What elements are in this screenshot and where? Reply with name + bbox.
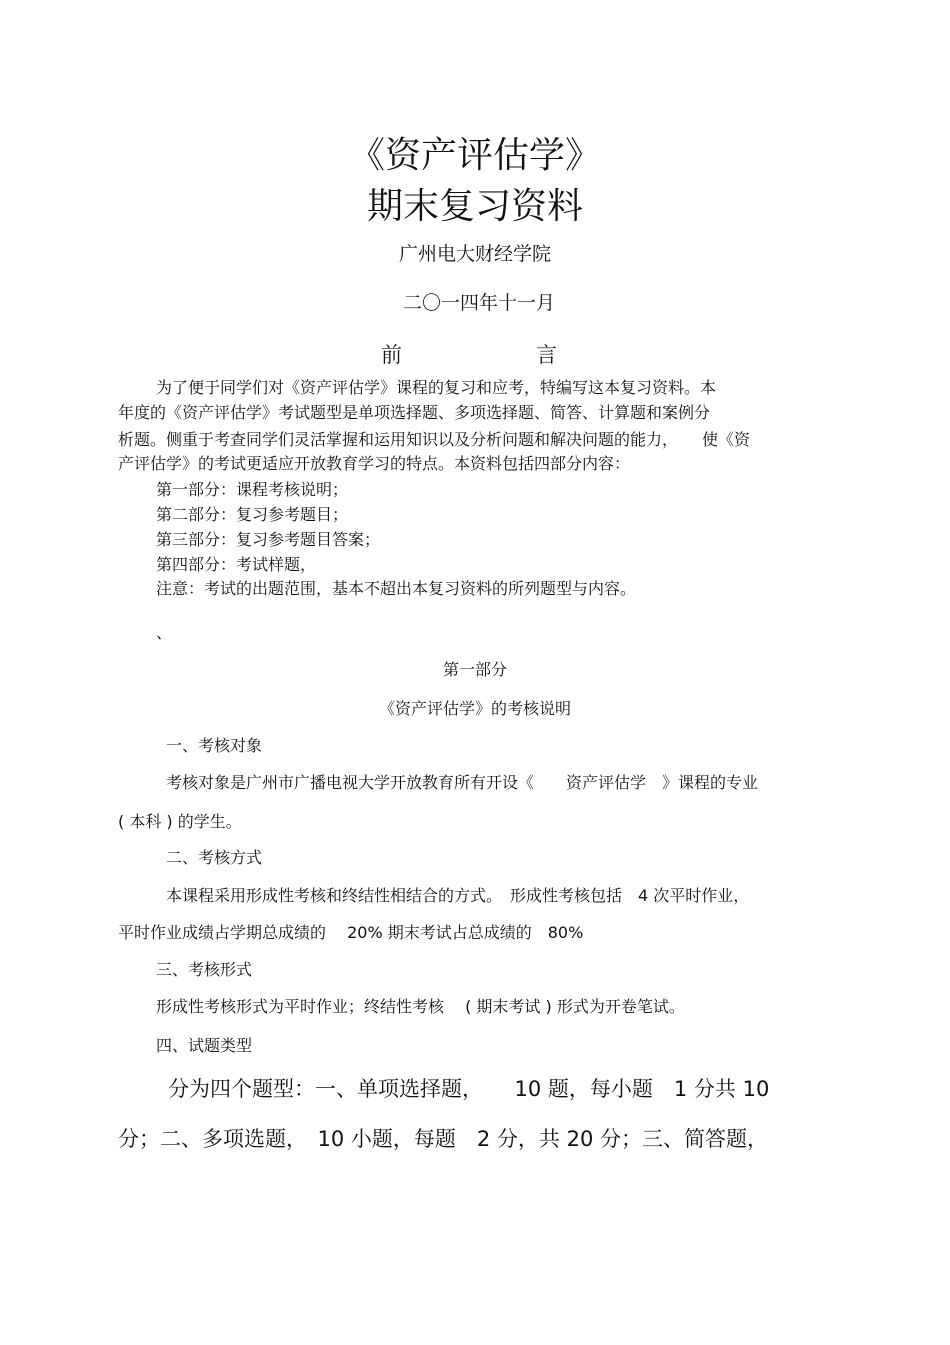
organization-name: 广州电大财经学院 xyxy=(398,243,551,265)
section-line: 分为四个题型：一、单项选择题， 10 题，每小题 1 分共 10 xyxy=(168,1077,770,1101)
section-line: 平时作业成绩占学期总成绩的 20% 期末考试占总成绩的 80% xyxy=(118,923,584,942)
preface-line: 年度的《资产评估学》考试题型是单项选择题、多项选择题、简答、计算题和案例分 xyxy=(118,403,711,422)
section-line: 本课程采用形成性考核和终结性相结合的方式。 形成性考核包括 4 次平时作业， xyxy=(166,886,750,905)
list-item: 第三部分：复习参考题目答案； xyxy=(156,530,381,549)
section-heading: 三、考核形式 xyxy=(156,960,253,979)
section-line: 考核对象是广州市广播电视大学开放教育所有开设《 资产评估学 》课程的专业 xyxy=(166,773,759,792)
list-item: 第二部分：复习参考题目； xyxy=(156,505,349,524)
preface-note: 注意：考试的出题范围，基本不超出本复习资料的所列题型与内容。 xyxy=(156,579,637,598)
preface-heading-char2: 言 xyxy=(536,343,557,367)
part1-label: 第一部分 xyxy=(442,660,507,679)
section-heading: 四、试题类型 xyxy=(156,1036,253,1055)
document-date: 二〇一四年十一月 xyxy=(403,292,556,314)
section-heading: 一、考核对象 xyxy=(166,736,263,755)
part1-subtitle: 《资产评估学》的考核说明 xyxy=(378,699,571,718)
section-heading: 二、考核方式 xyxy=(166,848,263,867)
section-line: 形成性考核形式为平时作业；终结性考核 ( 期末考试 ) 形式为开卷笔试。 xyxy=(156,997,685,1016)
preface-line: 产评估学》的考试更适应开放教育学习的特点。本资料包括四部分内容： xyxy=(118,454,631,473)
document-title-line2: 期末复习资料 xyxy=(366,186,583,227)
section-line: ( 本科 ) 的学生。 xyxy=(118,812,242,831)
list-item: 第一部分：课程考核说明； xyxy=(156,480,349,499)
preface-heading xyxy=(0,341,950,369)
preface-line: 析题。侧重于考查同学们灵活掌握和运用知识以及分析问题和解决问题的能力， 使《资 xyxy=(118,430,751,449)
document-title-line1: 《资产评估学》 xyxy=(348,135,601,176)
preface-heading-char1: 前 xyxy=(381,343,402,367)
stray-mark: 、 xyxy=(156,623,173,642)
preface-line: 为了便于同学们对《资产评估学》课程的复习和应考，特编写这本复习资料。本 xyxy=(156,378,717,397)
section-line: 分；二、多项选题， 10 小题，每题 2 分，共 20 分；三、简答题， xyxy=(118,1127,769,1151)
list-item: 第四部分：考试样题， xyxy=(156,555,317,574)
